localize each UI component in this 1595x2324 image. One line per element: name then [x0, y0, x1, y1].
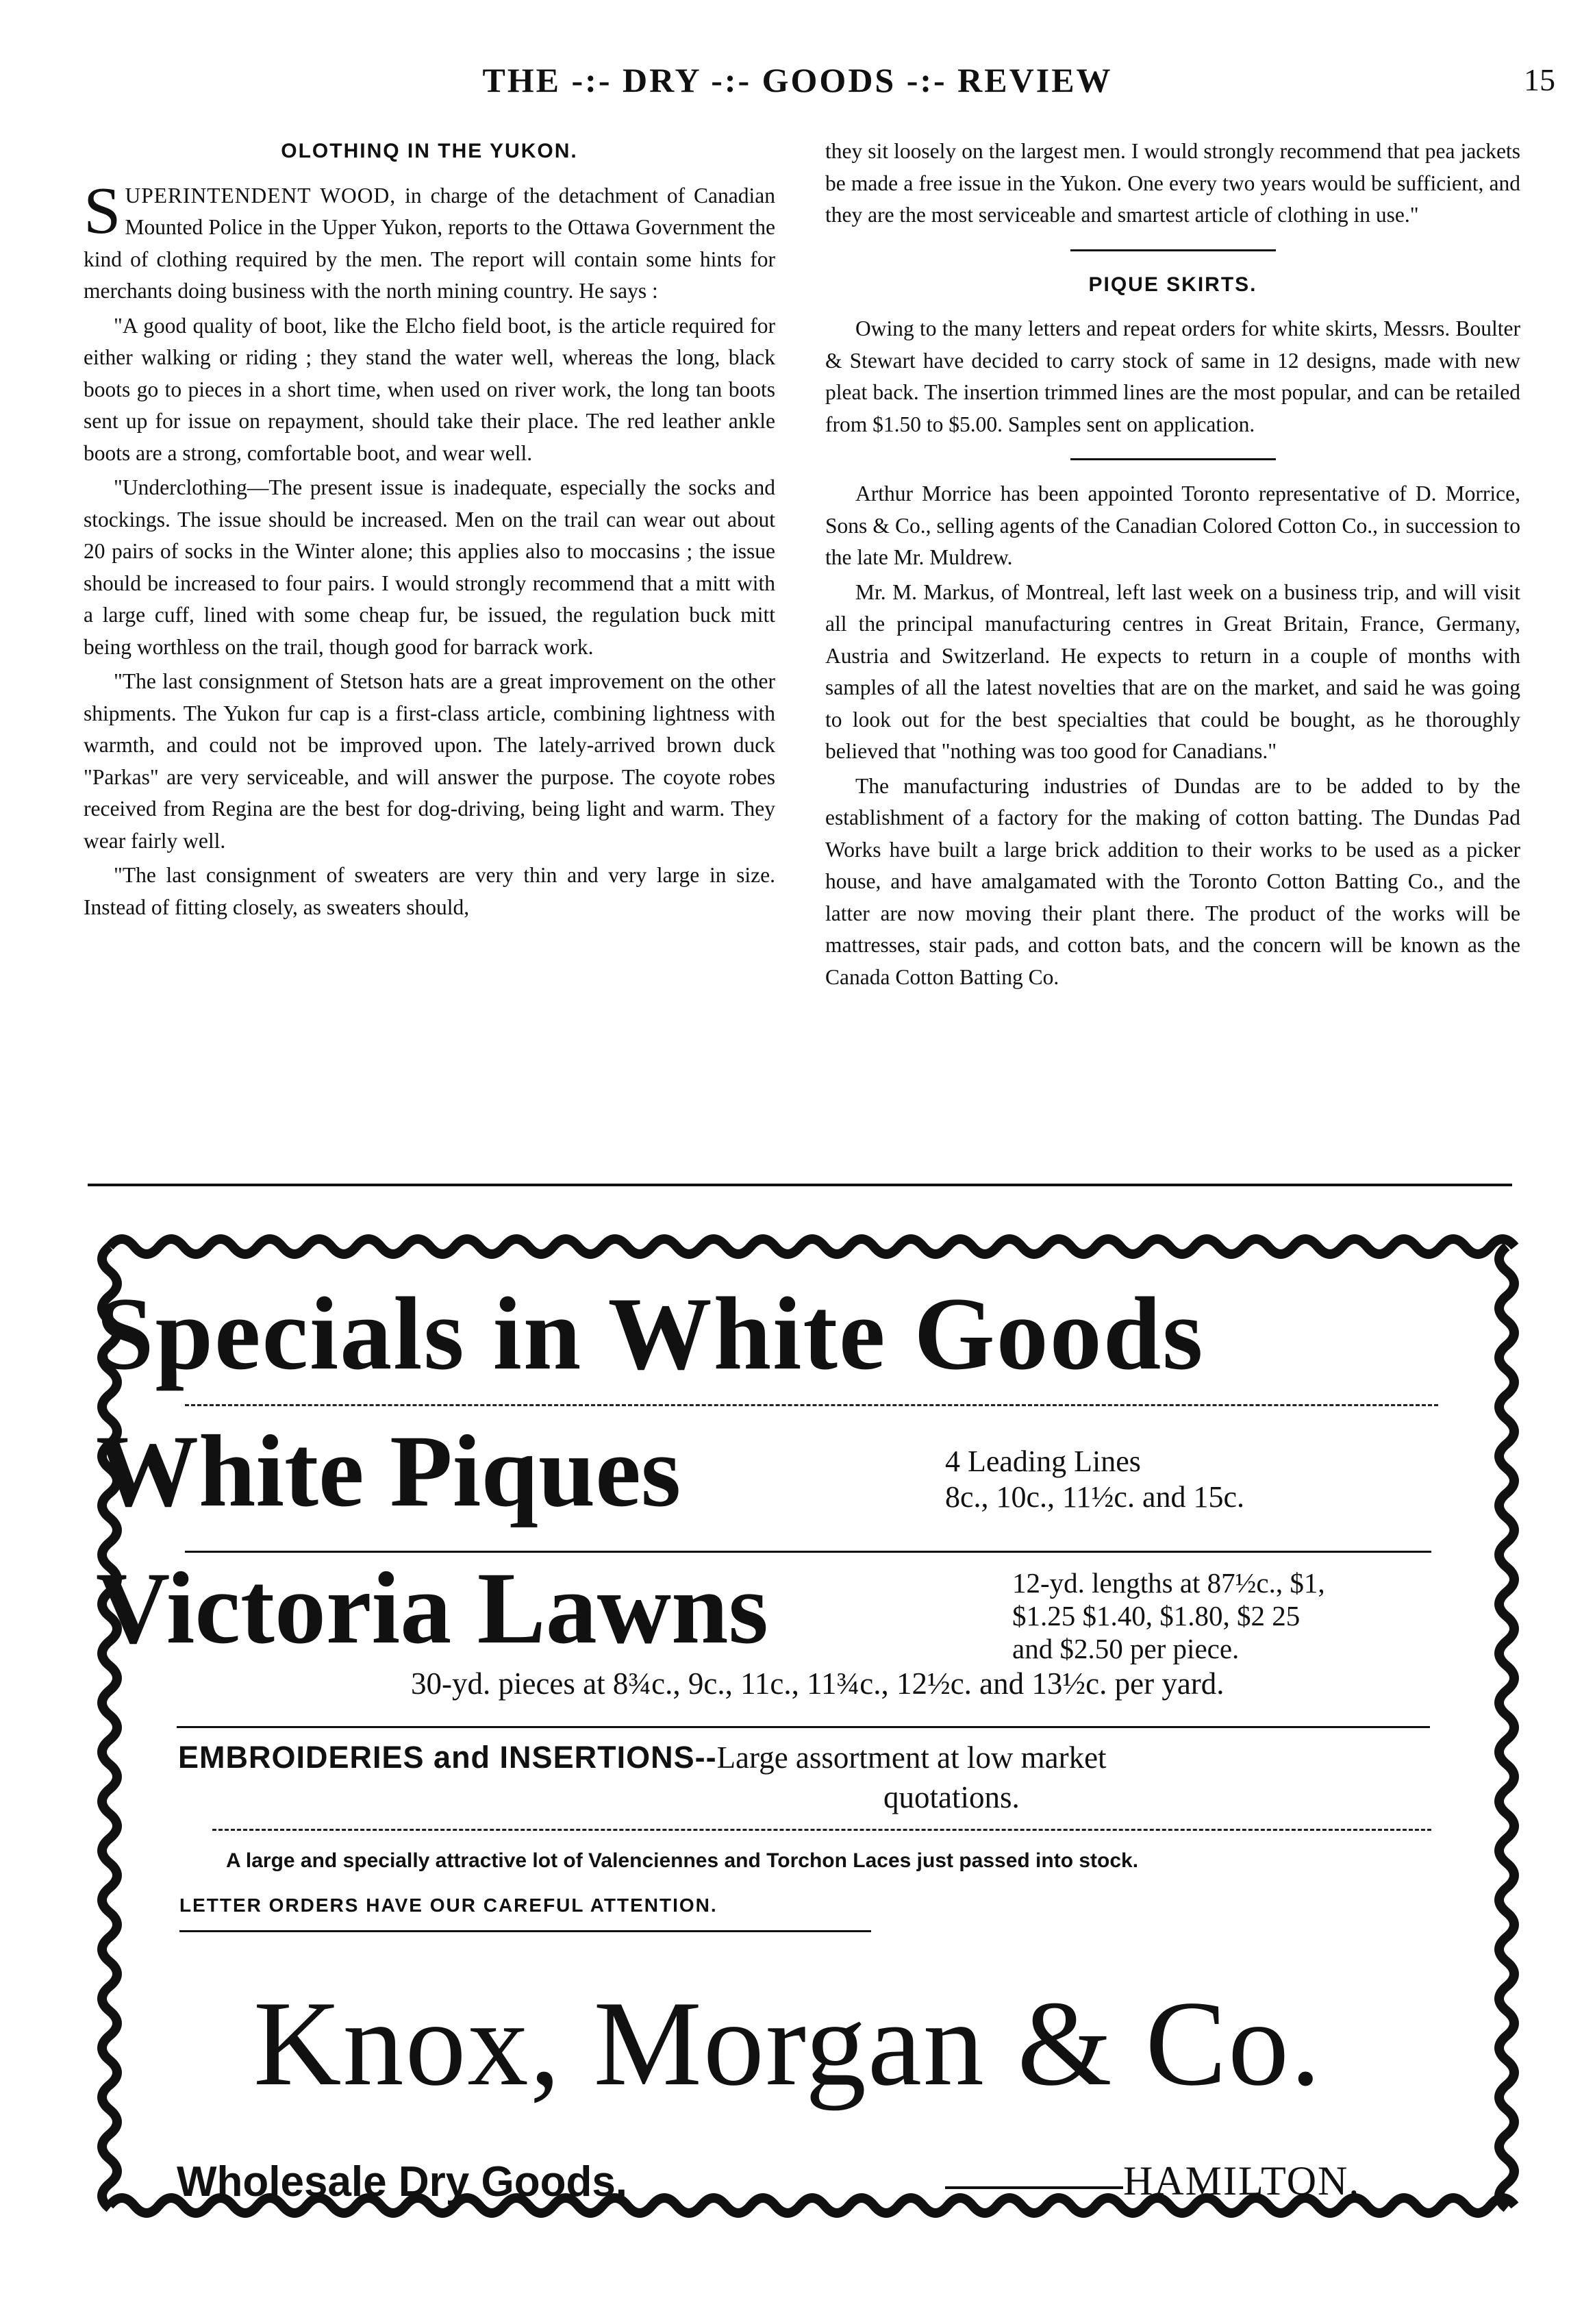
- embroideries-desc: Large assortment at low market: [716, 1740, 1107, 1775]
- article-paragraph: Mr. M. Markus, of Montreal, left last week on a business trip, and will visit all the principal manufacturing centres in Great Britain, France, Germany, Austria and Switzerland. He expects to return in a couple of months with samples of all the latest novelties that are on the market, and said he was going to look out for the best specialties that could be bought, as he thoroughly believed that "nothing was too good for Canadians.": [825, 579, 1520, 763]
- dashed-divider: [185, 1404, 1438, 1406]
- victoria-lawns-title: Victoria Lawns: [96, 1551, 768, 1665]
- lead-caps: UPERINTENDENT WOOD,: [125, 183, 397, 208]
- article-paragraph: "Underclothing—The present issue is inadequate, especially the socks and stockings. The issue should be increased. Men on the trail can wear out about 20 pairs of socks in the Winter alone; this applies also to moccasins ; the issue should be increased to four pairs. I would strongly recommend that a mitt with a large cuff, lined with some cheap fur, be issued, the regulation buck mitt being worthless on the trail, though good for barrack work.: [84, 475, 775, 659]
- right-column: [825, 136, 1520, 996]
- article-paragraph: Owing to the many letters and repeat orders for white skirts, Messrs. Boulter & Stewart have decided to carry stock of same in 12 designs, made with new pleat back. The insertion trimmed lines are the most popular, and can be retailed from $1.50 to $5.00. Samples sent on application.: [825, 316, 1520, 436]
- lawns-price-line: and $2.50 per piece.: [1012, 1633, 1240, 1664]
- article-paragraph: "A good quality of boot, like the Elcho field boot, is the article required for either walking or riding ; they stand the water well, whereas the long, black boots go to pieces in a short time, when used on river work, the long tan boots sent up for issue on repayment, should take their place. The red leather ankle boots are a strong, comfortable boot, and wear well.: [84, 313, 775, 465]
- ad-headline: Specials in White Goods: [96, 1276, 1205, 1391]
- lawns-yard-prices: 30-yd. pieces at 8¾c., 9c., 11c., 11¾c., 12½c. and 13½c. per yard.: [411, 1666, 1224, 1701]
- laces-note: A large and specially attractive lot of Valenciennes and Torchon Laces just passed into stock.: [226, 1849, 1139, 1872]
- piques-lines: 4 Leading Lines: [945, 1445, 1141, 1478]
- article-paragraph: they sit loosely on the largest men. I would strongly recommend that pea jackets be made a free issue in the Yukon. One every two years would be sufficient, and they are the most serviceable and smartest article of clothing in use.": [825, 139, 1520, 227]
- section-heading-yukon: OLOTHINQ IN THE YUKON.: [281, 140, 578, 162]
- lawns-price-line: $1.25 $1.40, $1.80, $2 25: [1012, 1600, 1301, 1632]
- left-column: [84, 136, 775, 926]
- paragraph-text: in charge of the detachment of Canadian Mounted Police in the Upper Yukon, reports to the Ottawa Government the kind of clothing required by the men. The report will contain some hints for merchants doing business with the north mining country. He says :: [84, 183, 776, 303]
- firm-name: Knox, Morgan & Co.: [253, 1975, 1322, 2111]
- drop-cap: S: [84, 173, 121, 248]
- publication-title: THE -:- DRY -:- GOODS -:- REVIEW: [482, 61, 1113, 99]
- article-paragraph: The manufacturing industries of Dundas are to be added to by the establishment of a factory for the making of cotton batting. The Dundas Pad Works have built a large brick addition to their works to be used as a picker house, and have amalgamated with the Toronto Cotton Batting Co., and the latter are now moving their plant there. The product of the works will be mattresses, stair pads, and cotton bats, and the concern will be known as the Canada Cotton Batting Co.: [825, 773, 1520, 989]
- embroideries-desc-cont: quotations.: [883, 1780, 1020, 1814]
- city-rule: [945, 2186, 1123, 2189]
- section-heading-pique-skirts: PIQUE SKIRTS.: [1088, 273, 1257, 296]
- page-number: 15: [1524, 62, 1555, 97]
- article-paragraph: "The last consignment of Stetson hats are a great improvement on the other shipments. The Yukon fur cap is a first-class article, combining lightness with warmth, and could not be improved upon. The lately-arrived brown duck "Parkas" are very serviceable, and will answer the purpose. The coyote robes received from Regina are the best for dog-driving, being light and warm. They wear fairly well.: [84, 669, 775, 853]
- white-piques-title: White Piques: [96, 1414, 681, 1528]
- embroideries-label: EMBROIDERIES and INSERTIONS--: [178, 1740, 717, 1775]
- article-paragraph: [84, 173, 776, 308]
- letter-orders-note: LETTER ORDERS HAVE OUR CAREFUL ATTENTION.: [179, 1895, 718, 1916]
- solid-divider: [177, 1726, 1430, 1728]
- firm-tagline: Wholesale Dry Goods.: [177, 2158, 628, 2206]
- page-header: [0, 60, 1595, 108]
- solid-divider: [179, 1930, 871, 1932]
- dashed-divider: [212, 1829, 1431, 1831]
- section-divider: [1070, 249, 1276, 251]
- embroideries-line: [178, 1740, 1438, 1775]
- article-paragraph: "The last consignment of sweaters are very thin and very large in size. Instead of fitting closely, as sweaters should,: [84, 863, 775, 919]
- piques-prices: 8c., 10c., 11½c. and 15c.: [945, 1480, 1245, 1514]
- lawns-price-line: 12-yd. lengths at 87½c., $1,: [1012, 1567, 1325, 1599]
- page-divider: [88, 1184, 1512, 1186]
- firm-city: HAMILTON.: [1123, 2158, 1361, 2203]
- section-divider: [1070, 458, 1276, 460]
- article-paragraph: Arthur Morrice has been appointed Toronto representative of D. Morrice, Sons & Co., selling agents of the Canadian Colored Cotton Co., in succession to the late Mr. Muldrew.: [825, 482, 1520, 569]
